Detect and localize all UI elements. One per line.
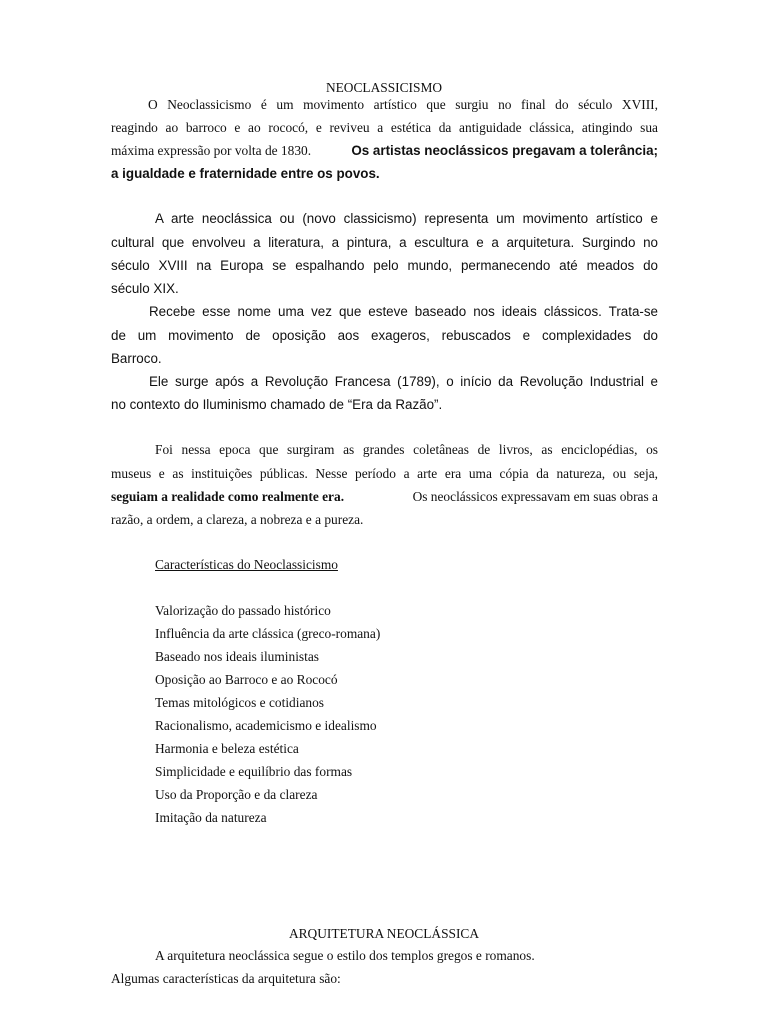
list-item: Harmonia e beleza estética bbox=[155, 741, 299, 756]
context-line-1: Ele surge após a Revolução Francesa (1789), o início da Revolução Industrial e bbox=[149, 374, 658, 389]
intro-line-3-bold: Os artistas neoclássicos pregavam a tolerância; bbox=[351, 143, 658, 158]
era-line-4: razão, a ordem, a clareza, a nobreza e a pureza. bbox=[111, 512, 364, 527]
art-line-3: século XVIII na Europa se espalhando pelo mundo, permanecendo até meados do bbox=[111, 258, 658, 273]
intro-line-3-normal: máxima expressão por volta de 1830. bbox=[111, 143, 312, 158]
list-item: Temas mitológicos e cotidianos bbox=[155, 695, 325, 710]
list-item: Racionalismo, academicismo e idealismo bbox=[155, 718, 377, 733]
art-line-4: século XIX. bbox=[111, 281, 179, 296]
architecture-paragraph-2: Algumas características da arquitetura são: bbox=[111, 971, 341, 986]
list-item: Oposição ao Barroco e ao Rococó bbox=[155, 672, 338, 687]
art-line-2: cultural que envolveu a literatura, a pintura, a escultura e a arquitetura. Surgindo no bbox=[111, 235, 658, 250]
intro-line-4-bold: a igualdade e fraternidade entre os povos. bbox=[111, 166, 380, 181]
name-line-2: de um movimento de oposição aos exageros, rebuscados e complexidades do bbox=[111, 328, 658, 343]
era-line-3-bold: seguiam a realidade como realmente era. bbox=[111, 489, 345, 504]
intro-line-3 bbox=[111, 143, 658, 159]
list-item: Imitação da natureza bbox=[155, 810, 267, 825]
list-item: Simplicidade e equilíbrio das formas bbox=[155, 764, 353, 779]
intro-line-2: reagindo ao barroco e ao rococó, e reviveu a estética da antiguidade clássica, atingindo sua bbox=[111, 120, 658, 135]
characteristics-heading: Características do Neoclassicismo bbox=[155, 557, 338, 572]
list-item: Uso da Proporção e da clareza bbox=[155, 787, 318, 802]
context-line-2: no contexto do Iluminismo chamado de “Era da Razão”. bbox=[111, 397, 443, 412]
list-item: Valorização do passado histórico bbox=[155, 603, 331, 618]
name-line-3: Barroco. bbox=[111, 351, 162, 366]
architecture-title: ARQUITETURA NEOCLÁSSICA bbox=[288, 926, 480, 941]
era-line-2: museus e as instituições públicas. Nesse período a arte era uma cópia da natureza, ou seja, bbox=[111, 466, 658, 481]
document-title: NEOCLASSICISMO bbox=[325, 80, 443, 95]
era-line-1: Foi nessa epoca que surgiram as grandes coletâneas de livros, as enciclopédias, os bbox=[155, 442, 658, 457]
art-line-1: A arte neoclássica ou (novo classicismo) representa um movimento artístico e bbox=[155, 211, 658, 226]
list-item: Influência da arte clássica (greco-romana) bbox=[155, 626, 381, 641]
intro-line-1: O Neoclassicismo é um movimento artístico que surgiu no final do século XVIII, bbox=[148, 97, 658, 112]
list-item: Baseado nos ideais iluministas bbox=[155, 649, 320, 664]
name-line-1: Recebe esse nome uma vez que esteve baseado nos ideais clássicos. Trata-se bbox=[149, 304, 658, 319]
architecture-paragraph-1: A arquitetura neoclássica segue o estilo dos templos gregos e romanos. bbox=[155, 948, 535, 963]
era-line-3 bbox=[111, 489, 658, 505]
era-line-3-normal: Os neoclássicos expressavam em suas obras a bbox=[412, 489, 658, 504]
